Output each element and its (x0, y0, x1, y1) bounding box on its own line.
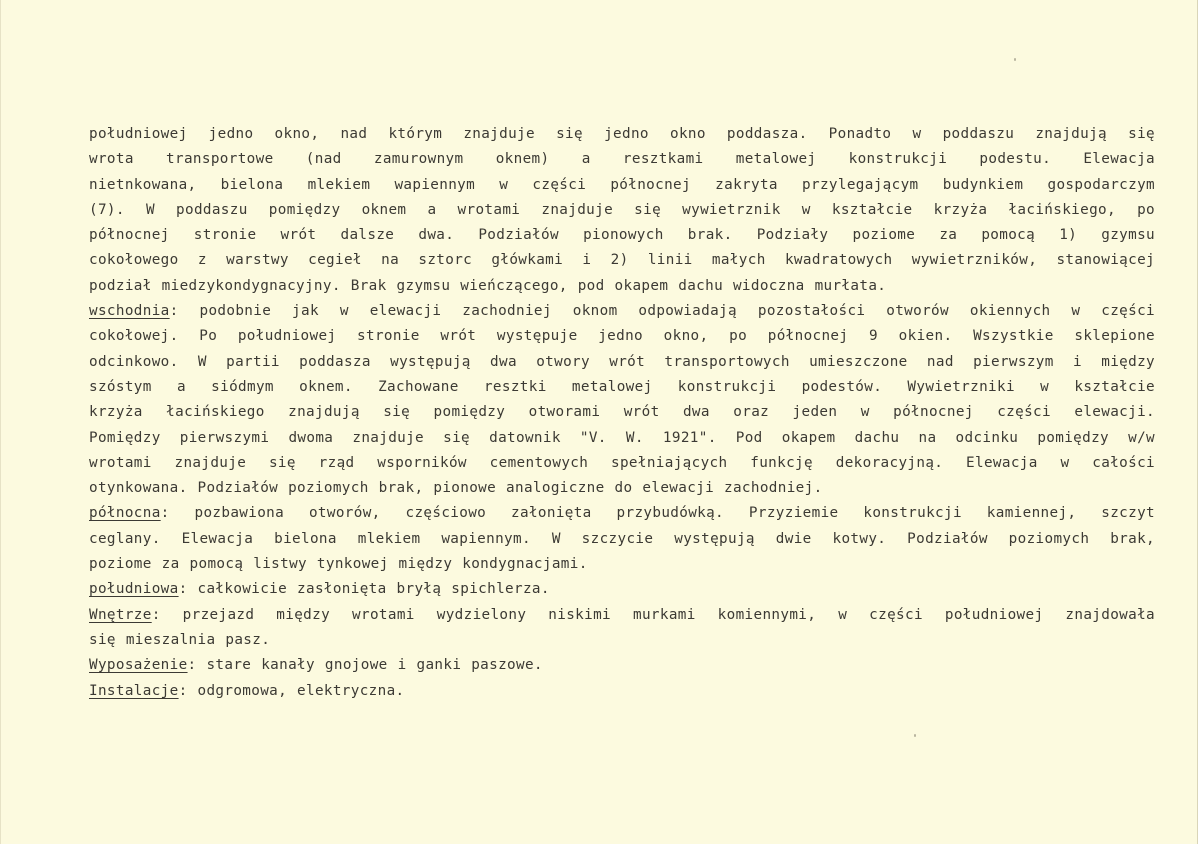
text-line: cokołowego z warstwy cegieł na sztorc główkami i 2) linii małych kwadratowych wywietrzników, stanowiącej (89, 252, 1155, 269)
section-text: : stare kanały gnojowe i ganki paszowe. (187, 657, 543, 674)
text-line (89, 603, 1155, 628)
text-line: poziome za pomocą listwy tynkowej między kondygnacjami. (89, 556, 588, 573)
text-line: południowej jedno okno, nad którym znajduje się jedno okno poddasza. Ponadto w poddaszu znajdują się (89, 126, 1155, 142)
text-line (89, 679, 1155, 704)
section-north-facade (89, 501, 1155, 577)
section-text: : przejazd między wrotami wydzielony niskimi murkami komiennymi, w części południowej znajdowała (151, 606, 1155, 623)
section-heading-east: wschodnia (89, 303, 170, 320)
section-south-facade (89, 577, 1155, 602)
text-line: nietnkowana, bielona mlekiem wapiennym w części północnej zakryta przylegającym budynkiem gospodarczym (89, 176, 1155, 193)
section-text: : pozbawiona otworów, częściowo załonięta przybudówką. Przyziemie konstrukcji kamiennej, szczyt (160, 505, 1155, 522)
section-text: : odgromowa, elektryczna. (178, 682, 405, 699)
text-line: otynkowana. Podziałów poziomych brak, pionowe analogiczne do elewacji zachodniej. (89, 480, 823, 497)
text-line (89, 653, 1155, 678)
section-heading-interior: Wnętrze (89, 606, 152, 623)
text-line: krzyża łacińskiego znajdują się pomiędzy otworami wrót dwa oraz jeden w północnej części elewacji. (89, 404, 1155, 421)
paragraph-west-facade (89, 122, 1155, 299)
section-text: : podobnie jak w elewacji zachodniej oknom odpowiadają pozostałości otworów okiennych w części (169, 303, 1155, 320)
text-line (89, 299, 1155, 324)
section-text: : całkowicie zasłonięta bryłą spichlerza. (178, 581, 550, 598)
text-line: wrota transportowe (nad zamurownym oknem) a resztkami metalowej konstrukcji podestu. Elewacja (89, 151, 1155, 168)
text-line: cokołowej. Po południowej stronie wrót występuje jedno okno, po północnej 9 okien. Wszystkie sklepione (89, 328, 1155, 345)
section-installations (89, 679, 1155, 704)
section-heading-south: południowa (89, 581, 179, 598)
section-interior (89, 603, 1155, 654)
text-line: północnej stronie wrót dalsze dwa. Podziałów pionowych brak. Podziały poziome za pomocą 1) gzymsu (89, 227, 1155, 244)
section-equipment (89, 653, 1155, 678)
section-heading-north: północna (89, 505, 161, 522)
section-heading-installations: Instalacje (89, 682, 179, 699)
text-line: wrotami znajduje się rząd wsporników cementowych spełniających funkcję dekoracyjną. Elewacja w całości (89, 454, 1155, 471)
text-line (89, 577, 1155, 602)
section-east-facade (89, 299, 1155, 501)
text-line: się mieszalnia pasz. (89, 631, 271, 648)
text-line: Pomiędzy pierwszymi dwoma znajduje się datownik "V. W. 1921". Pod okapem dachu na odcinku pomiędzy w/w (89, 429, 1155, 446)
paper-speck (914, 734, 916, 737)
text-line: odcinkowo. W partii poddasza występują dwa otwory wrót transportowych umieszczone nad pierwszym i między (89, 353, 1155, 370)
document-body (89, 122, 1155, 704)
text-line: ceglany. Elewacja bielona mlekiem wapiennym. W szczycie występują dwie kotwy. Podziałów poziomych brak, (89, 530, 1155, 547)
text-line (89, 501, 1155, 526)
section-heading-equipment: Wyposażenie (89, 657, 188, 674)
text-line: (7). W poddaszu pomiędzy oknem a wrotami znajduje się wywietrznik w kształcie krzyża łacińskiego, po (89, 201, 1155, 218)
paper-speck (1014, 58, 1016, 61)
text-line: szóstym a siódmym oknem. Zachowane resztki metalowej konstrukcji podestów. Wywietrzniki w kształcie (89, 378, 1155, 395)
text-line: podział miedzykondygnacyjny. Brak gzymsu wieńczącego, pod okapem dachu widoczna murłata. (89, 277, 887, 294)
